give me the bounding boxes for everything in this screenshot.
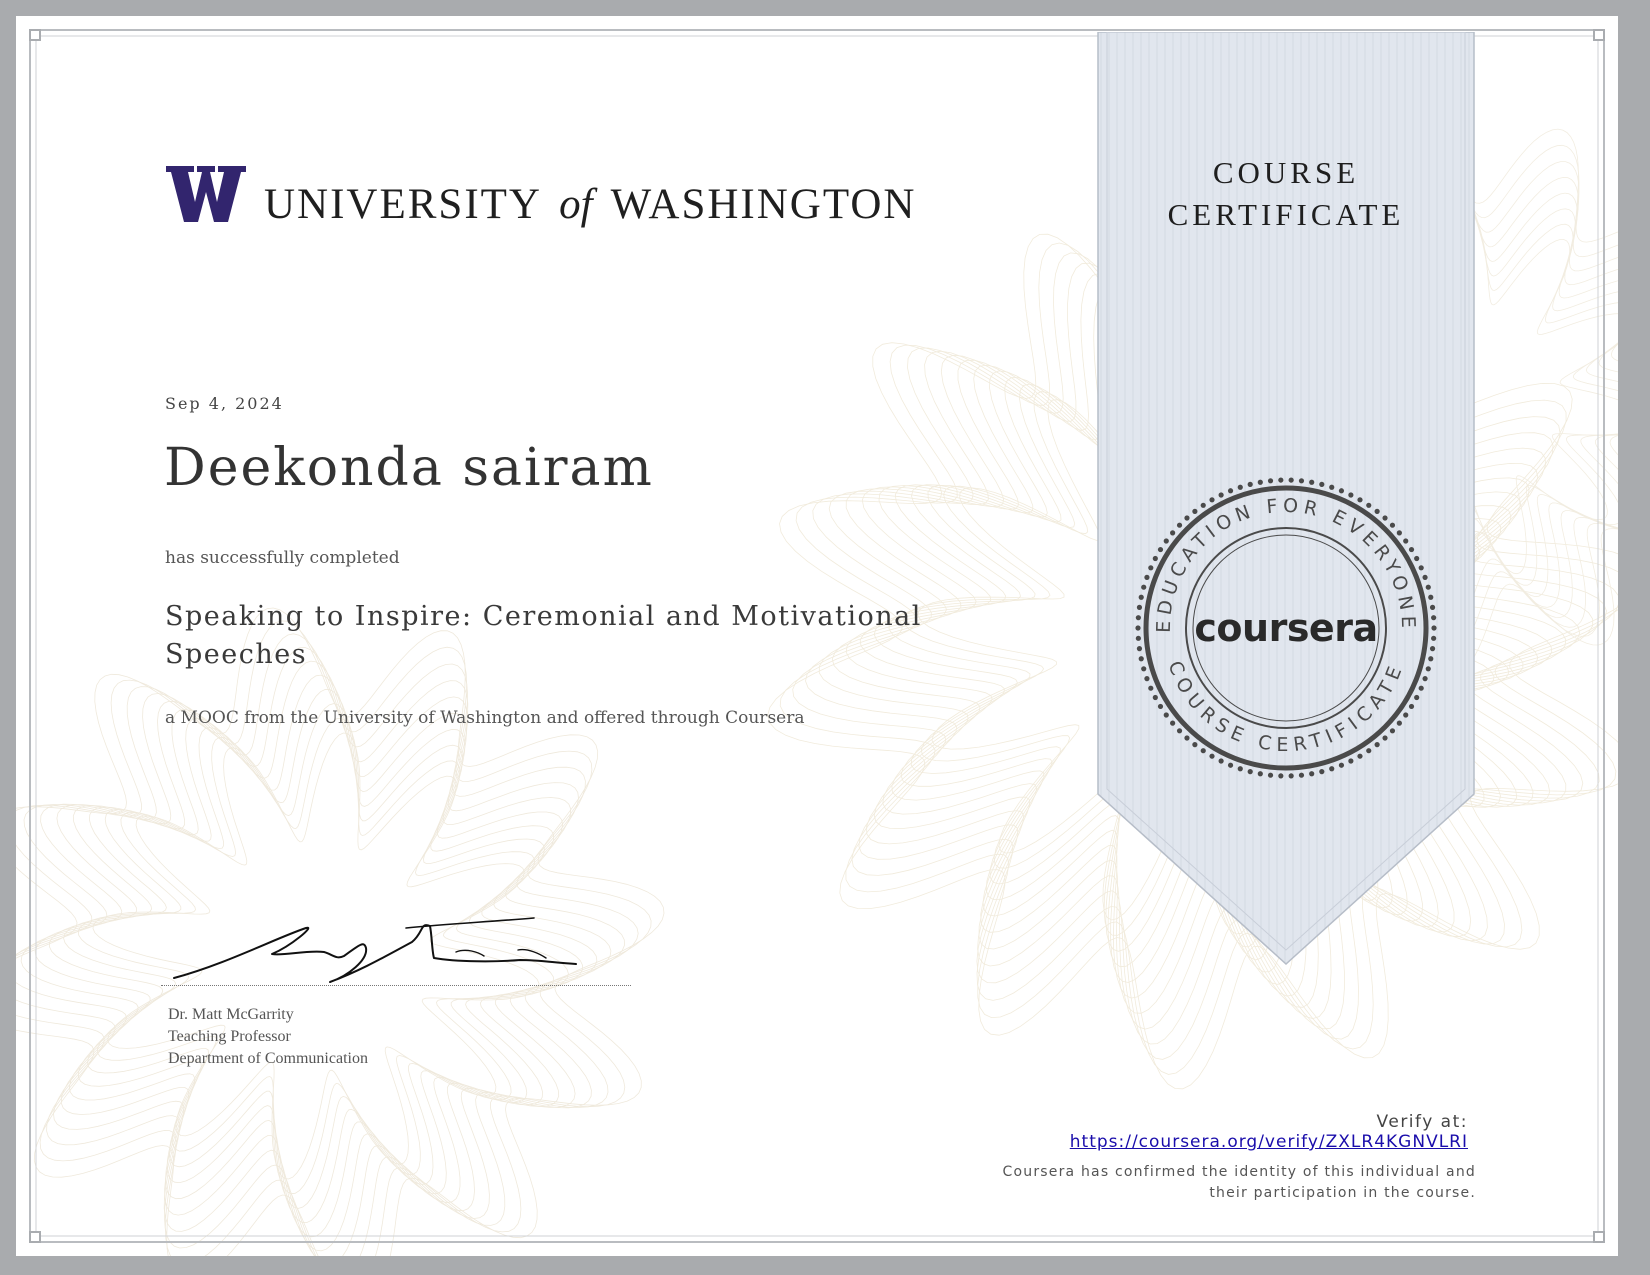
seal-brand: coursera [1194,606,1378,650]
verify-note-line-1: Coursera has confirmed the identity of this individual and [1002,1164,1476,1180]
verify-note [896,1162,1476,1204]
course-title: Speaking to Inspire: Ceremonial and Motivational Speeches [165,601,922,670]
signer-name: Dr. Matt McGarrity [168,1006,294,1023]
completion-text: has successfully completed [165,548,400,568]
mooc-description: a MOOC from the University of Washington and offered through Coursera [165,708,805,728]
verify-link[interactable]: https://coursera.org/verify/ZXLR4KGNVLRI [1069,1132,1468,1152]
issue-date: Sep 4, 2024 [165,394,284,413]
uw-w-logo-icon [166,166,246,222]
university-wordmark [264,180,916,229]
wordmark-university: UNIVERSITY [264,181,541,228]
verify-block [916,1112,1468,1152]
wordmark-washington: WASHINGTON [610,181,917,228]
signature-line [161,985,631,986]
signature [166,916,606,986]
verify-label: Verify at: [1376,1112,1468,1132]
certificate-page [16,16,1618,1256]
heading-line-2: CERTIFICATE [1167,197,1405,232]
signer-title: Teaching Professor [168,1028,291,1045]
heading-line-1: COURSE [1212,155,1360,190]
seal-top-text: EDUCATION FOR EVERYONE [1152,494,1420,634]
certificate-heading [1098,152,1474,236]
coursera-seal [1133,475,1439,781]
wordmark-of: of [559,181,593,228]
signer-department: Department of Communication [168,1050,368,1067]
verify-note-line-2: their participation in the course. [1209,1185,1476,1201]
recipient-name: Deekonda sairam [164,438,654,498]
signer-block [168,1004,368,1070]
seal-bottom-text: COURSE CERTIFICATE [1163,658,1409,757]
